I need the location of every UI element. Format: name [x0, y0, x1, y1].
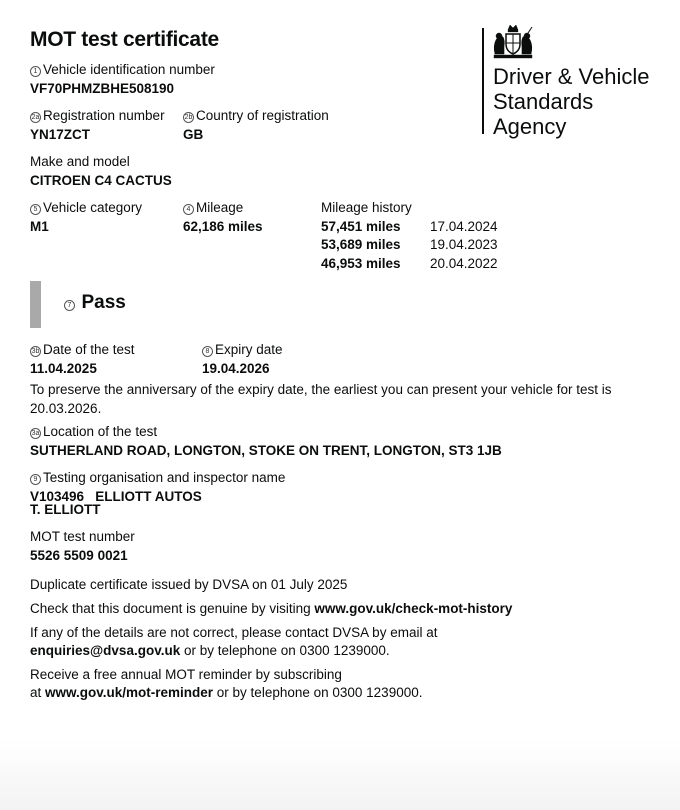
registration-label: 2a Registration number	[31, 108, 165, 123]
duplicate-note: Duplicate certificate issued by DVSA on 01 July 2025	[30, 577, 348, 592]
country-value: GB	[183, 127, 204, 142]
test-number-value: 5526 5509 0021	[30, 548, 128, 563]
result-bar	[30, 281, 41, 328]
history-date: 19.04.2023	[430, 237, 498, 252]
check-note: Check that this document is genuine by visiting www.gov.uk/check-mot-history	[30, 601, 513, 616]
mileage-history-label: Mileage history	[321, 200, 412, 215]
result-text: Pass	[81, 292, 126, 313]
certificate-title: MOT test certificate	[30, 28, 219, 51]
registration-value: YN17ZCT	[30, 127, 91, 142]
field-number-badge: 9	[30, 474, 41, 485]
category-value: M1	[30, 219, 49, 234]
anniversary-note-line-1: To preserve the anniversary of the expiry date, the earliest you can present your vehicle for test is	[30, 382, 612, 397]
result-status	[64, 292, 126, 314]
history-miles: 46,953 miles	[321, 256, 401, 271]
mileage-value: 62,186 miles	[183, 219, 263, 234]
history-date: 20.04.2022	[430, 256, 498, 271]
country-label: 2b Country of registration	[184, 108, 329, 123]
history-miles: 53,689 miles	[321, 237, 401, 252]
make-model-value: CITROEN C4 CACTUS	[30, 173, 172, 188]
expiry-label: 8 Expiry date	[202, 342, 283, 357]
agency-divider	[482, 28, 484, 134]
expiry-value: 19.04.2026	[202, 361, 270, 376]
agency-name	[493, 64, 650, 139]
contact-note-line-2: enquiries@dvsa.gov.uk or by telephone on 0300 1239000.	[30, 643, 390, 658]
field-number-badge: 3a	[31, 430, 40, 437]
reminder-note-line-1: Receive a free annual MOT reminder by subscribing	[30, 667, 342, 682]
vin-label: 1 Vehicle identification number	[30, 62, 215, 77]
history-miles: 57,451 miles	[321, 219, 401, 234]
test-date-label: 3b Date of the test	[31, 342, 135, 357]
anniversary-note-line-2: 20.03.2026.	[30, 401, 102, 416]
field-number-badge: 2b	[184, 114, 193, 121]
contact-note-line-1: If any of the details are not correct, please contact DVSA by email at	[30, 625, 438, 640]
agency-line-2: Standards	[493, 89, 594, 114]
mot-reminder-link[interactable]: www.gov.uk/mot-reminder	[45, 685, 214, 700]
location-label: 3a Location of the test	[31, 424, 158, 439]
mileage-label: 4 Mileage	[183, 200, 243, 215]
organisation-label: 9 Testing organisation and inspector name	[30, 470, 285, 485]
agency-line-1: Driver & Vehicle	[493, 64, 650, 89]
check-mot-history-link[interactable]: www.gov.uk/check-mot-history	[314, 601, 513, 616]
agency-line-3: Agency	[493, 114, 567, 139]
test-date-value: 11.04.2025	[30, 361, 97, 376]
field-number-badge: 4	[183, 204, 194, 215]
field-number-badge: 8	[202, 346, 213, 357]
field-number-badge: 5	[30, 204, 41, 215]
royal-crest-icon	[490, 24, 536, 67]
organisation-value: V103496 ELLIOTT AUTOS	[30, 489, 202, 504]
contact-email-link[interactable]: enquiries@dvsa.gov.uk	[30, 643, 181, 658]
category-label: 5 Vehicle category	[30, 200, 142, 215]
make-model-label: Make and model	[30, 154, 130, 169]
inspector-name: T. ELLIOTT	[30, 502, 101, 517]
field-number-badge: 1	[30, 66, 41, 77]
field-number-badge: 2a	[31, 114, 40, 121]
history-date: 17.04.2024	[430, 219, 498, 234]
test-number-label: MOT test number	[30, 529, 135, 544]
reminder-note-line-2: at www.gov.uk/mot-reminder or by telephone on 0300 1239000.	[30, 685, 423, 700]
field-number-badge: 3b	[31, 348, 40, 355]
page-bottom-shade	[0, 740, 680, 810]
vin-value: VF70PHMZBHE508190	[30, 81, 175, 96]
location-value: SUTHERLAND ROAD, LONGTON, STOKE ON TRENT, LONGTON, ST3 1JB	[30, 443, 502, 458]
field-number-badge: 7	[64, 300, 75, 311]
